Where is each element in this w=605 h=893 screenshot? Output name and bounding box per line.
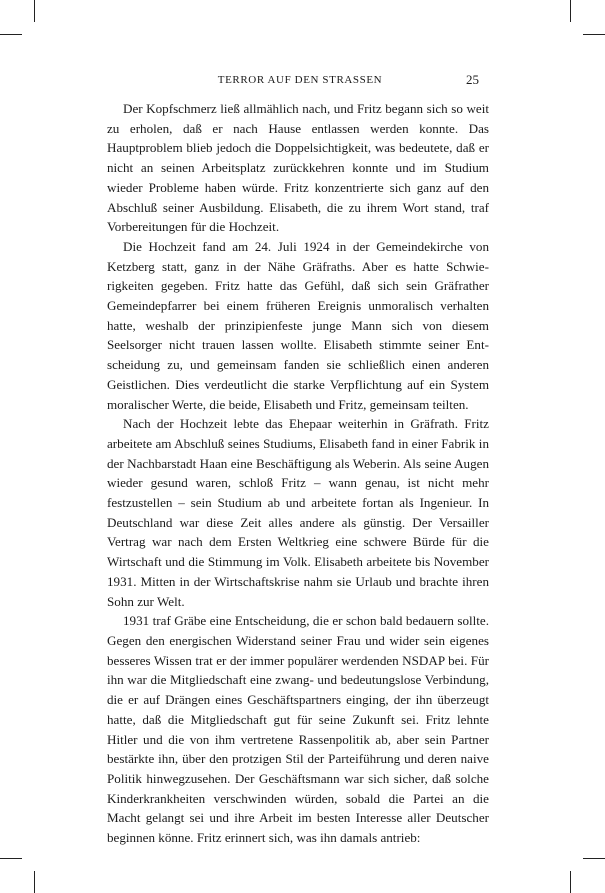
running-head: TERROR AUF DEN STRASSEN (217, 74, 383, 86)
paragraph-3: Nach der Hochzeit lebte das Ehepaar weiterhin in Gräfrath. Fritz arbeitete am Abschluß seines Studiums, Elisabeth fand in einer Fabrik in der Nachbarstadt Haan eine Beschäftigung als Weberin. Als seine Augen wieder gesund waren, schloß Fritz – wann genau, ist nicht mehr festzustellen – sein Studium ab und arbeitete fortan als Ingenieur. In Deutschland war diese Zeit alles andere als günstig. Der Versailler Vertrag war nach dem Ersten Weltkrieg eine schwere Bürde für die Wirtschaft und die Stimmung im Volk. Elisabeth arbeitete bis November 1931. Mitten in der Wirtschaftskrise nahm sie Urlaub und brachte ihren Sohn zur Welt. (107, 416, 489, 609)
crop-mark-top-right-vertical (570, 0, 571, 22)
body-text (107, 99, 489, 848)
paragraph-1: Der Kopfschmerz ließ allmählich nach, und Fritz begann sich so weit zu erholen, daß er nach Hause entlassen werden konnte. Das Hauptproblem blieb jedoch die Doppelsichtigkeit, was bedeutete, daß er nicht an seinen Arbeitsplatz zurückkehren konnte und im Studium wieder Probleme haben würde. Fritz konzentrierte sich ganz auf den Abschluß seiner Ausbildung. Elisabeth, die zu ihrem Wort stand, traf Vorbereitungen für die Hochzeit. (107, 101, 489, 235)
crop-mark-bottom-left-horizontal (0, 858, 22, 859)
paragraph-4: 1931 traf Gräbe eine Entscheidung, die er schon bald bedauern sollte. Gegen den energischen Widerstand seiner Frau und wider sein eigenes besseres Wissen trat er der immer populärer werdenden NSDAP bei. Für ihn war die Mitgliedschaft eine zwang- und bedeutungslose Verbindung, die er auf Drängen eines Geschäftspartners einging, der ihn überzeugt hatte, daß die Mitgliedschaft gut für seine Zukunft sei. Fritz lehnte Hitler und die von ihm vertretene Rassenpolitik ab, aber sein Partner bestärkte ihn, über den protzigen Stil der Parteiführung und deren naive Politik hinwegzusehen. Der Geschäftsmann war sich sicher, daß solche Kinderkrankheiten verschwinden würden, sobald die Partei an die Macht gelangt sei und ihre Arbeit im besten Interesse aller Deutscher beginnen könne. Fritz erinnert sich, was ihn damals antrieb: (107, 613, 489, 846)
crop-mark-bottom-right-horizontal (583, 858, 605, 859)
crop-mark-bottom-right-vertical (570, 871, 571, 893)
crop-mark-top-left-horizontal (0, 34, 22, 35)
crop-mark-top-right-horizontal (583, 34, 605, 35)
paragraph-2: Die Hochzeit fand am 24. Juli 1924 in der Gemeindekirche von Ketzberg statt, ganz in der Nähe Gräfraths. Aber es hatte Schwierigkeiten gegeben. Fritz hatte das Gefühl, daß sich sein Gräfrather Gemeindepfarrer bei einem früheren Ereignis unmoralisch verhalten hatte, weshalb der prinzipienfeste junge Mann sich von diesem Seelsorger nicht trauen lassen wollte. Elisabeth stimmte seiner Entscheidung zu, und gemeinsam fanden sie schließlich einen anderen Geistlichen. Dies verdeutlicht die starke Verpflichtung auf ein System moralischer Werte, die beide, Elisabeth und Fritz, gemeinsam teilten. (107, 238, 489, 412)
crop-mark-top-left-vertical (34, 0, 35, 22)
page-number: 25 (466, 72, 479, 87)
crop-mark-bottom-left-vertical (34, 871, 35, 893)
